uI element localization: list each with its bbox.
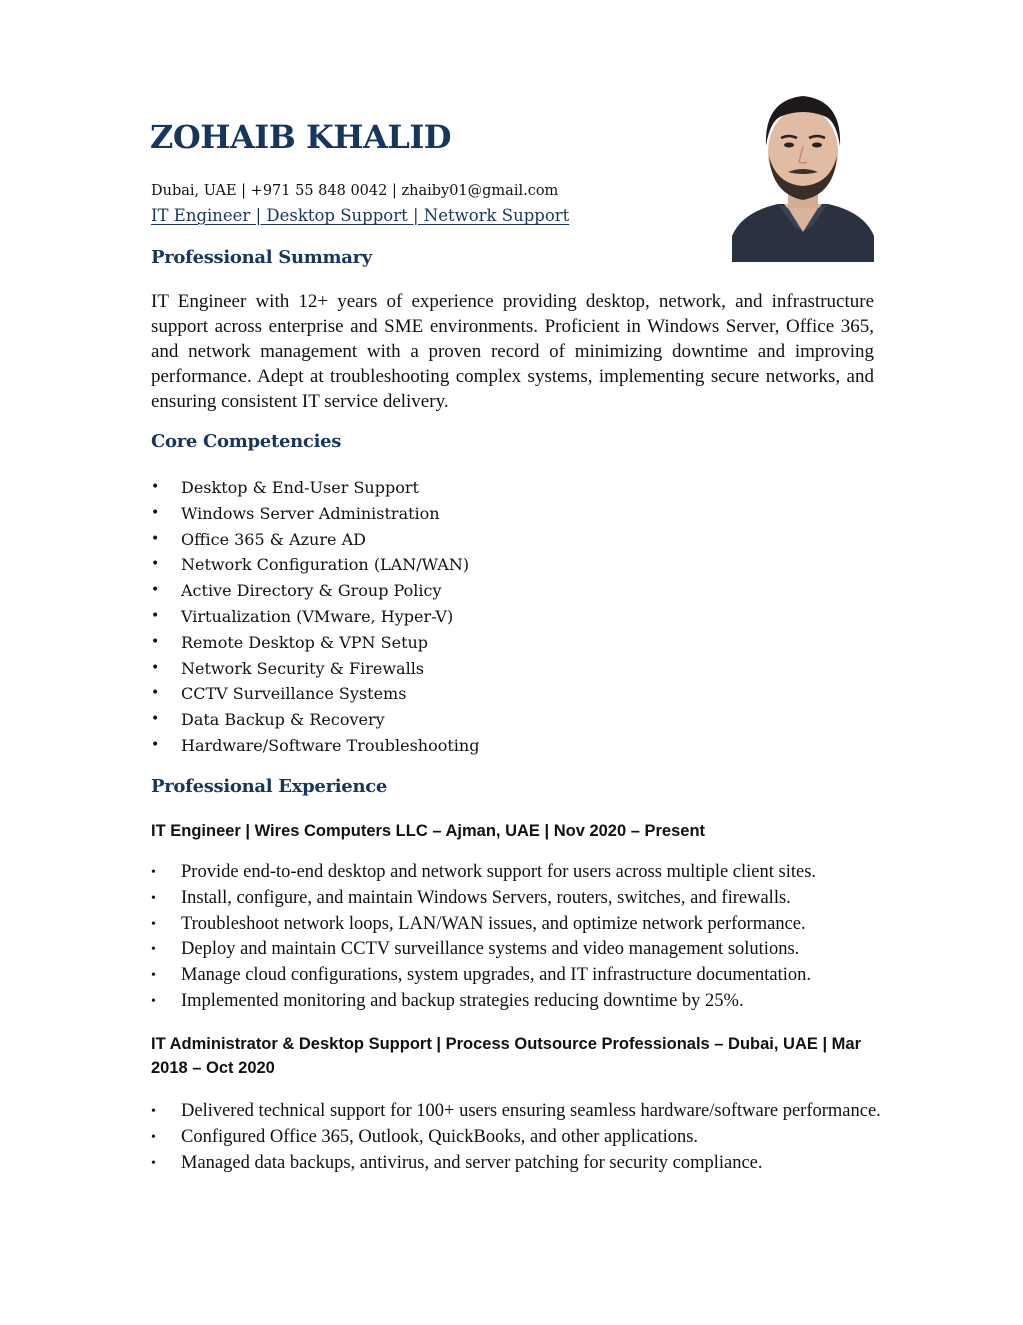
job-heading: IT Engineer | Wires Computers LLC – Ajman, UAE | Nov 2020 – Present — [151, 822, 706, 840]
bullet-icon: • — [151, 556, 160, 573]
list-item: • Virtualization (VMware, Hyper-V) — [151, 604, 479, 630]
bullet-icon: • — [151, 479, 160, 495]
bullet-icon: • — [151, 865, 156, 880]
bullet-icon: • — [151, 711, 160, 728]
list-item: • Deploy and maintain CCTV surveillance systems and video management solutions. — [151, 937, 881, 963]
competencies-heading: Core Competencies — [151, 431, 342, 452]
bullet-icon: • — [151, 890, 156, 906]
list-item: • Network Security & Firewalls — [151, 656, 479, 682]
bullet-icon: • — [151, 916, 156, 932]
profile-photo — [732, 86, 874, 262]
list-item: • Provide end-to-end desktop and network support for users across multiple client sites. — [151, 860, 881, 886]
contact-info: Dubai, UAE | +971 55 848 0042 | zhaiby01@gmail.com — [151, 183, 559, 199]
bullet-icon: • — [151, 659, 160, 676]
list-item: • Active Directory & Group Policy — [151, 578, 479, 604]
portrait-illustration — [732, 86, 874, 262]
bullet-icon: • — [151, 1104, 156, 1119]
bullet-icon: • — [151, 993, 156, 1009]
role-tagline: IT Engineer | Desktop Support | Network Support — [151, 206, 570, 225]
list-item: • Delivered technical support for 100+ users ensuring seamless hardware/software performance. — [151, 1099, 881, 1125]
bullet-icon: • — [151, 504, 160, 521]
list-item: • Network Configuration (LAN/WAN) — [151, 552, 479, 578]
bullet-icon: • — [151, 530, 160, 547]
bullet-icon: • — [151, 607, 160, 624]
list-item: • Windows Server Administration — [151, 501, 479, 527]
bullet-icon: • — [151, 968, 156, 984]
bullet-icon: • — [151, 685, 160, 702]
list-item: • Implemented monitoring and backup strategies reducing downtime by 25%. — [151, 989, 881, 1015]
list-item: • Data Backup & Recovery — [151, 707, 479, 733]
bullet-icon: • — [151, 633, 160, 650]
summary-text: IT Engineer with 12+ years of experience providing desktop, network, and infrastructure support across enterprise and SME environments. Proficient in Windows Server, Office 365, and network management with a proven record of minimizing downtime and improving performance. Adept at troubleshooting complex systems, implementing secure networks, and ensuring consistent IT service delivery. — [151, 291, 874, 412]
summary-heading: Professional Summary — [151, 247, 372, 268]
candidate-name: ZOHAIB KHALID — [150, 118, 452, 156]
list-item: • Troubleshoot network loops, LAN/WAN issues, and optimize network performance. — [151, 912, 881, 938]
list-item: • Remote Desktop & VPN Setup — [151, 630, 479, 656]
list-item: • Hardware/Software Troubleshooting — [151, 733, 479, 759]
job-bullets — [151, 1099, 881, 1176]
list-item: • Configured Office 365, Outlook, QuickBooks, and other applications. — [151, 1125, 881, 1151]
competencies-list — [151, 475, 479, 759]
list-item: • CCTV Surveillance Systems — [151, 681, 479, 707]
bullet-icon: • — [151, 1155, 156, 1171]
bullet-icon: • — [151, 942, 156, 958]
list-item: • Install, configure, and maintain Windows Servers, routers, switches, and firewalls. — [151, 886, 881, 912]
list-item: • Desktop & End-User Support — [151, 475, 479, 501]
job-bullets — [151, 860, 881, 1015]
job-heading: IT Administrator & Desktop Support | Process Outsource Professionals – Dubai, UAE | Mar 2018 – Oct 2020 — [151, 1035, 862, 1077]
list-item: • Manage cloud configurations, system upgrades, and IT infrastructure documentation. — [151, 963, 881, 989]
bullet-icon: • — [151, 582, 160, 599]
bullet-icon: • — [151, 736, 160, 753]
list-item: • Managed data backups, antivirus, and server patching for security compliance. — [151, 1151, 881, 1177]
list-item: • Office 365 & Azure AD — [151, 527, 479, 553]
experience-heading: Professional Experience — [151, 776, 388, 797]
bullet-icon: • — [151, 1129, 156, 1145]
